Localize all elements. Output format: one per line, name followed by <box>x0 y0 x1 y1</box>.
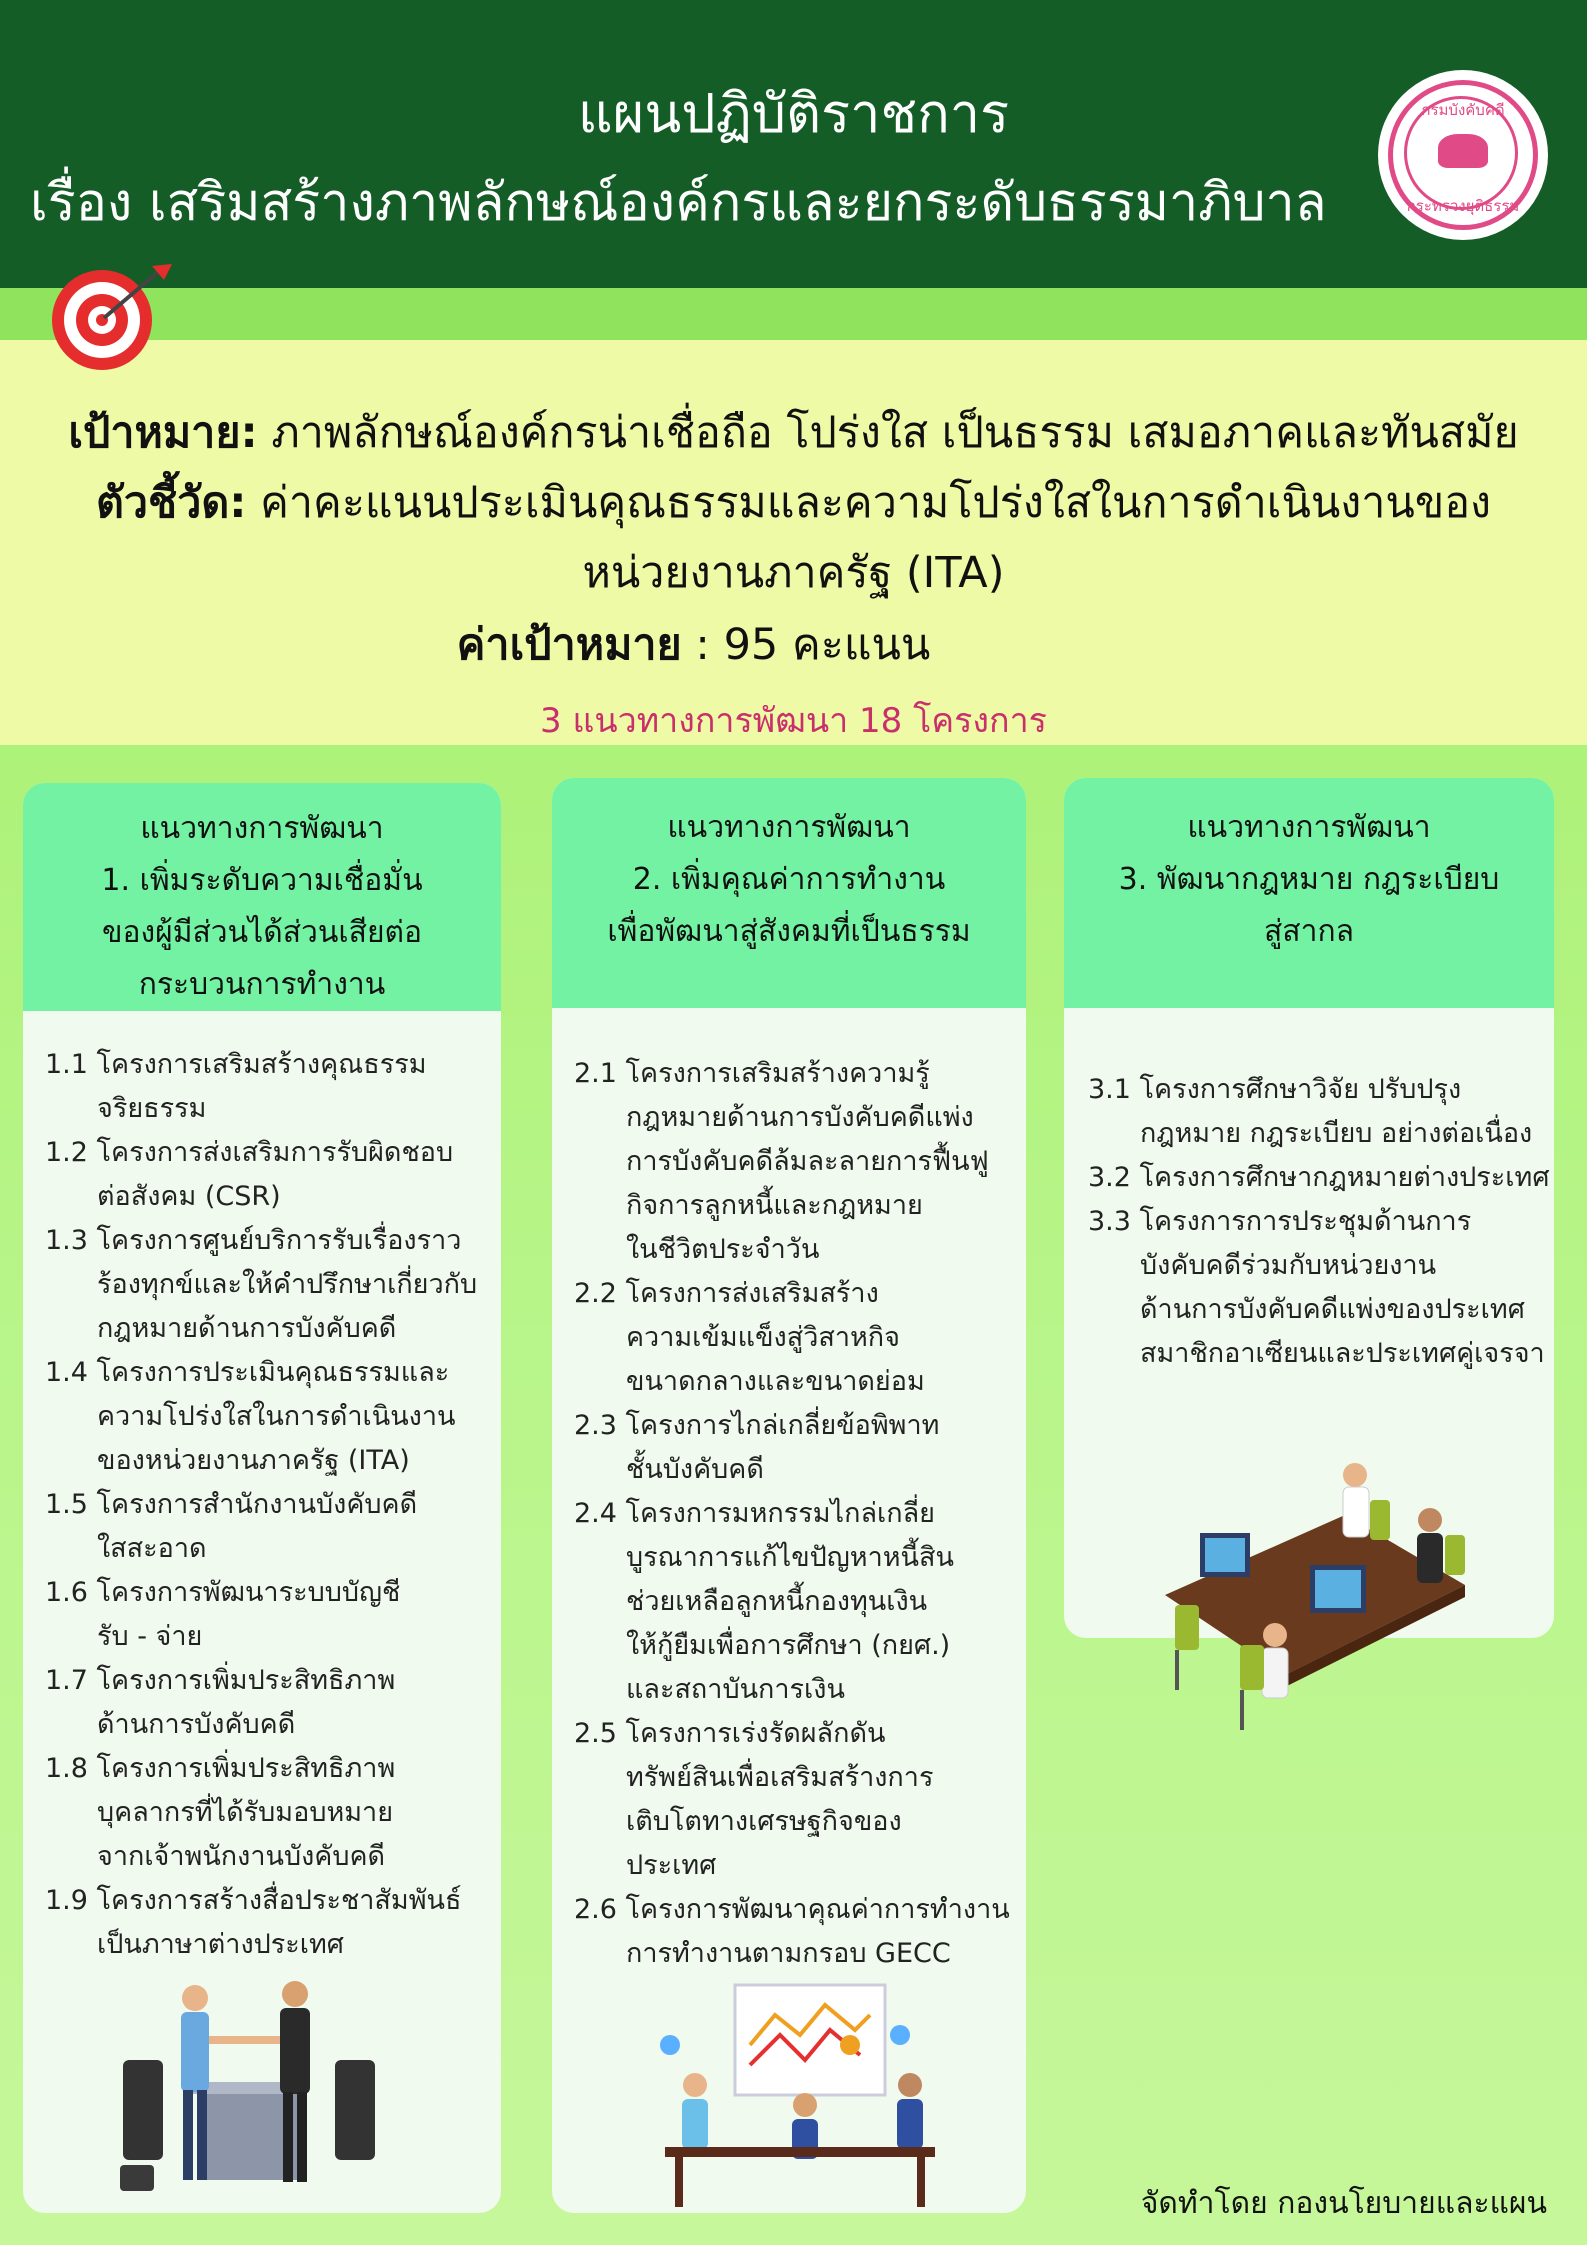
elephant-icon <box>1438 134 1488 168</box>
heading-line: แนวทางการพัฒนา <box>140 811 384 846</box>
project-item-line: กฎหมายด้านการบังคับคดีแพ่ง <box>626 1102 974 1133</box>
heading-line: เพื่อพัฒนาสู่สังคมที่เป็นธรรม <box>607 914 971 949</box>
strategy-heading-1 <box>23 783 501 1011</box>
project-item-line: 3.2 โครงการศึกษากฎหมายต่างประเทศ <box>1088 1162 1550 1193</box>
project-item-line: จริยธรรม <box>97 1093 207 1124</box>
project-item <box>45 1483 477 1571</box>
project-item-line: ของหน่วยงานภาครัฐ (ITA) <box>97 1445 410 1476</box>
project-item-line: 2.1 โครงการเสริมสร้างความรู้ <box>574 1058 930 1089</box>
project-item-line: ขนาดกลางและขนาดย่อม <box>626 1366 925 1397</box>
plan-title: แผนปฏิบัติราชการ <box>577 82 1010 145</box>
project-item-line: ในชีวิตประจำวัน <box>626 1234 820 1265</box>
project-item-line: 1.1 โครงการเสริมสร้างคุณธรรม <box>45 1049 427 1080</box>
project-item-line: รับ - จ่าย <box>97 1621 203 1652</box>
project-item-line: และสถาบันการเงิน <box>626 1674 845 1705</box>
project-item-line: ความเข้มแข็งสู่วิสาหกิจ <box>626 1322 900 1353</box>
indicator-line <box>0 468 1587 536</box>
seal-bottom-text: กระทรวงยุติธรรม <box>1406 197 1520 215</box>
project-item-line: ช่วยเหลือลูกหนี้กองทุนเงิน <box>626 1586 928 1617</box>
project-item <box>574 1272 1010 1404</box>
project-item-line: ต่อสังคม (CSR) <box>97 1181 281 1212</box>
project-item-line: 2.6 โครงการพัฒนาคุณค่าการทำงาน <box>574 1894 1010 1925</box>
project-item <box>1088 1200 1549 1376</box>
project-item-line: ให้กู้ยืมเพื่อการศึกษา (กยศ.) <box>626 1630 951 1661</box>
indicator-label: ตัวชี้วัด: <box>95 478 247 528</box>
project-item-line: 1.8 โครงการเพิ่มประสิทธิภาพ <box>45 1753 396 1784</box>
heading-line: กระบวนการทำงาน <box>138 967 386 1002</box>
project-item <box>45 1043 477 1131</box>
seal-top-text: กรมบังคับคดี <box>1421 101 1505 119</box>
project-item-line: ความโปร่งใสในการดำเนินงาน <box>97 1401 456 1432</box>
project-item-line: ร้องทุกข์และให้คำปรึกษาเกี่ยวกับ <box>97 1269 478 1300</box>
goal-line <box>0 398 1587 466</box>
project-item-line: 2.5 โครงการเร่งรัดผลักดัน <box>574 1718 886 1749</box>
credit-text: จัดทำโดย กองนโยบายและแผน <box>1140 2186 1547 2221</box>
project-item-line: กิจการลูกหนี้และกฎหมาย <box>626 1190 923 1221</box>
project-item-line: ชั้นบังคับคดี <box>626 1454 764 1485</box>
project-item <box>574 1052 1010 1272</box>
project-item-line: ใสสะอาด <box>97 1533 207 1564</box>
goal-label: เป้าหมาย: <box>68 408 258 458</box>
department-seal-logo <box>1378 70 1548 240</box>
project-item-line: 2.2 โครงการส่งเสริมสร้าง <box>574 1278 879 1309</box>
video-conference-illustration <box>1145 1445 1475 1745</box>
heading-line: 1. เพิ่มระดับความเชื่อมั่น <box>101 863 423 898</box>
project-item-line: การทำงานตามกรอบ GECC <box>626 1938 951 1969</box>
project-item-line: 1.5 โครงการสำนักงานบังคับคดี <box>45 1489 418 1520</box>
project-item-line: 1.3 โครงการศูนย์บริการรับเรื่องราว <box>45 1225 462 1256</box>
project-item <box>45 1571 477 1659</box>
project-item <box>45 1659 477 1747</box>
project-item <box>45 1351 477 1483</box>
project-item-line: 3.1 โครงการศึกษาวิจัย ปรับปรุง <box>1088 1074 1462 1105</box>
project-item-line: บุคลากรที่ได้รับมอบหมาย <box>97 1797 394 1828</box>
project-item <box>574 1492 1010 1712</box>
project-item-line: บังคับคดีร่วมกับหน่วยงาน <box>1140 1250 1437 1281</box>
heading-line: 2. เพิ่มคุณค่าการทำงาน <box>632 862 946 897</box>
project-item <box>1088 1068 1549 1156</box>
project-item <box>45 1747 477 1879</box>
project-item-line: 3.3 โครงการการประชุมด้านการ <box>1088 1206 1472 1237</box>
target-value: : 95 คะแนน <box>681 620 931 670</box>
strategy-heading-2 <box>552 778 1026 1008</box>
target-line <box>0 610 1487 678</box>
header-banner <box>0 0 1587 288</box>
project-item-line: 1.9 โครงการสร้างสื่อประชาสัมพันธ์ <box>45 1885 462 1916</box>
target-label: ค่าเป้าหมาย <box>456 620 682 670</box>
project-item-line: กฎหมาย กฎระเบียบ อย่างต่อเนื่อง <box>1140 1118 1533 1149</box>
project-item <box>574 1404 1010 1492</box>
project-item-line: บูรณาการแก้ไขปัญหาหนี้สิน <box>626 1542 954 1573</box>
heading-line: แนวทางการพัฒนา <box>1187 810 1431 845</box>
project-item-line: จากเจ้าพนักงานบังคับคดี <box>97 1841 386 1872</box>
project-item-line: ด้านการบังคับคดีแพ่งของประเทศ <box>1140 1294 1525 1325</box>
project-item <box>574 1888 1010 1976</box>
project-list-2 <box>574 1052 1010 1976</box>
project-item-line: ทรัพย์สินเพื่อเสริมสร้างการ <box>626 1762 934 1793</box>
divider-strip <box>0 288 1587 340</box>
project-item-line: 1.6 โครงการพัฒนาระบบบัญชี <box>45 1577 401 1608</box>
target-icon <box>40 262 180 372</box>
indicator-line-2: หน่วยงานภาครัฐ (ITA) <box>582 548 1005 598</box>
goal-text: ภาพลักษณ์องค์กรน่าเชื่อถือ โปร่งใส เป็นธรรม เสมอภาคและทันสมัย <box>271 408 1519 458</box>
meeting-chart-illustration <box>655 1975 945 2215</box>
project-list-1 <box>45 1043 477 1967</box>
project-item-line: ด้านการบังคับคดี <box>97 1709 296 1740</box>
project-item <box>45 1131 477 1219</box>
project-item-line: การบังคับคดีล้มละลายการฟื้นฟู <box>626 1146 989 1177</box>
project-item-line: 1.2 โครงการส่งเสริมการรับผิดชอบ <box>45 1137 454 1168</box>
plan-subject: เรื่อง เสริมสร้างภาพลักษณ์องค์กรและยกระดับธรรมาภิบาล <box>30 173 1327 233</box>
heading-line: ของผู้มีส่วนได้ส่วนเสียต่อ <box>101 915 423 950</box>
project-item-line: เติบโตทางเศรษฐกิจของ <box>626 1806 902 1837</box>
project-list-3 <box>1088 1068 1549 1376</box>
project-item-line: กฎหมายด้านการบังคับคดี <box>97 1313 397 1344</box>
strategy-heading-3 <box>1064 778 1554 1008</box>
project-item-line: 2.3 โครงการไกล่เกลี่ยข้อพิพาท <box>574 1410 940 1441</box>
project-item-line: เป็นภาษาต่างประเทศ <box>97 1929 344 1960</box>
project-item <box>45 1219 477 1351</box>
project-item-line: 1.7 โครงการเพิ่มประสิทธิภาพ <box>45 1665 396 1696</box>
summary-text: 3 แนวทางการพัฒนา 18 โครงการ <box>540 701 1047 741</box>
project-item <box>1088 1156 1549 1200</box>
indicator-text: ค่าคะแนนประเมินคุณธรรมและความโปร่งใสในการดำเนินงานของ <box>260 478 1492 528</box>
project-item-line: 2.4 โครงการมหกรรมไกล่เกลี่ย <box>574 1498 935 1529</box>
handshake-illustration <box>105 1980 395 2200</box>
heading-line: 3. พัฒนากฎหมาย กฎระเบียบ <box>1118 862 1500 897</box>
project-item-line: สมาชิกอาเซียนและประเทศคู่เจรจา <box>1140 1338 1545 1369</box>
project-item <box>45 1879 477 1967</box>
project-item <box>574 1712 1010 1888</box>
project-item-line: 1.4 โครงการประเมินคุณธรรมและ <box>45 1357 450 1388</box>
heading-line: สู่สากล <box>1263 914 1354 949</box>
project-item-line: ประเทศ <box>626 1850 717 1881</box>
heading-line: แนวทางการพัฒนา <box>667 810 911 845</box>
